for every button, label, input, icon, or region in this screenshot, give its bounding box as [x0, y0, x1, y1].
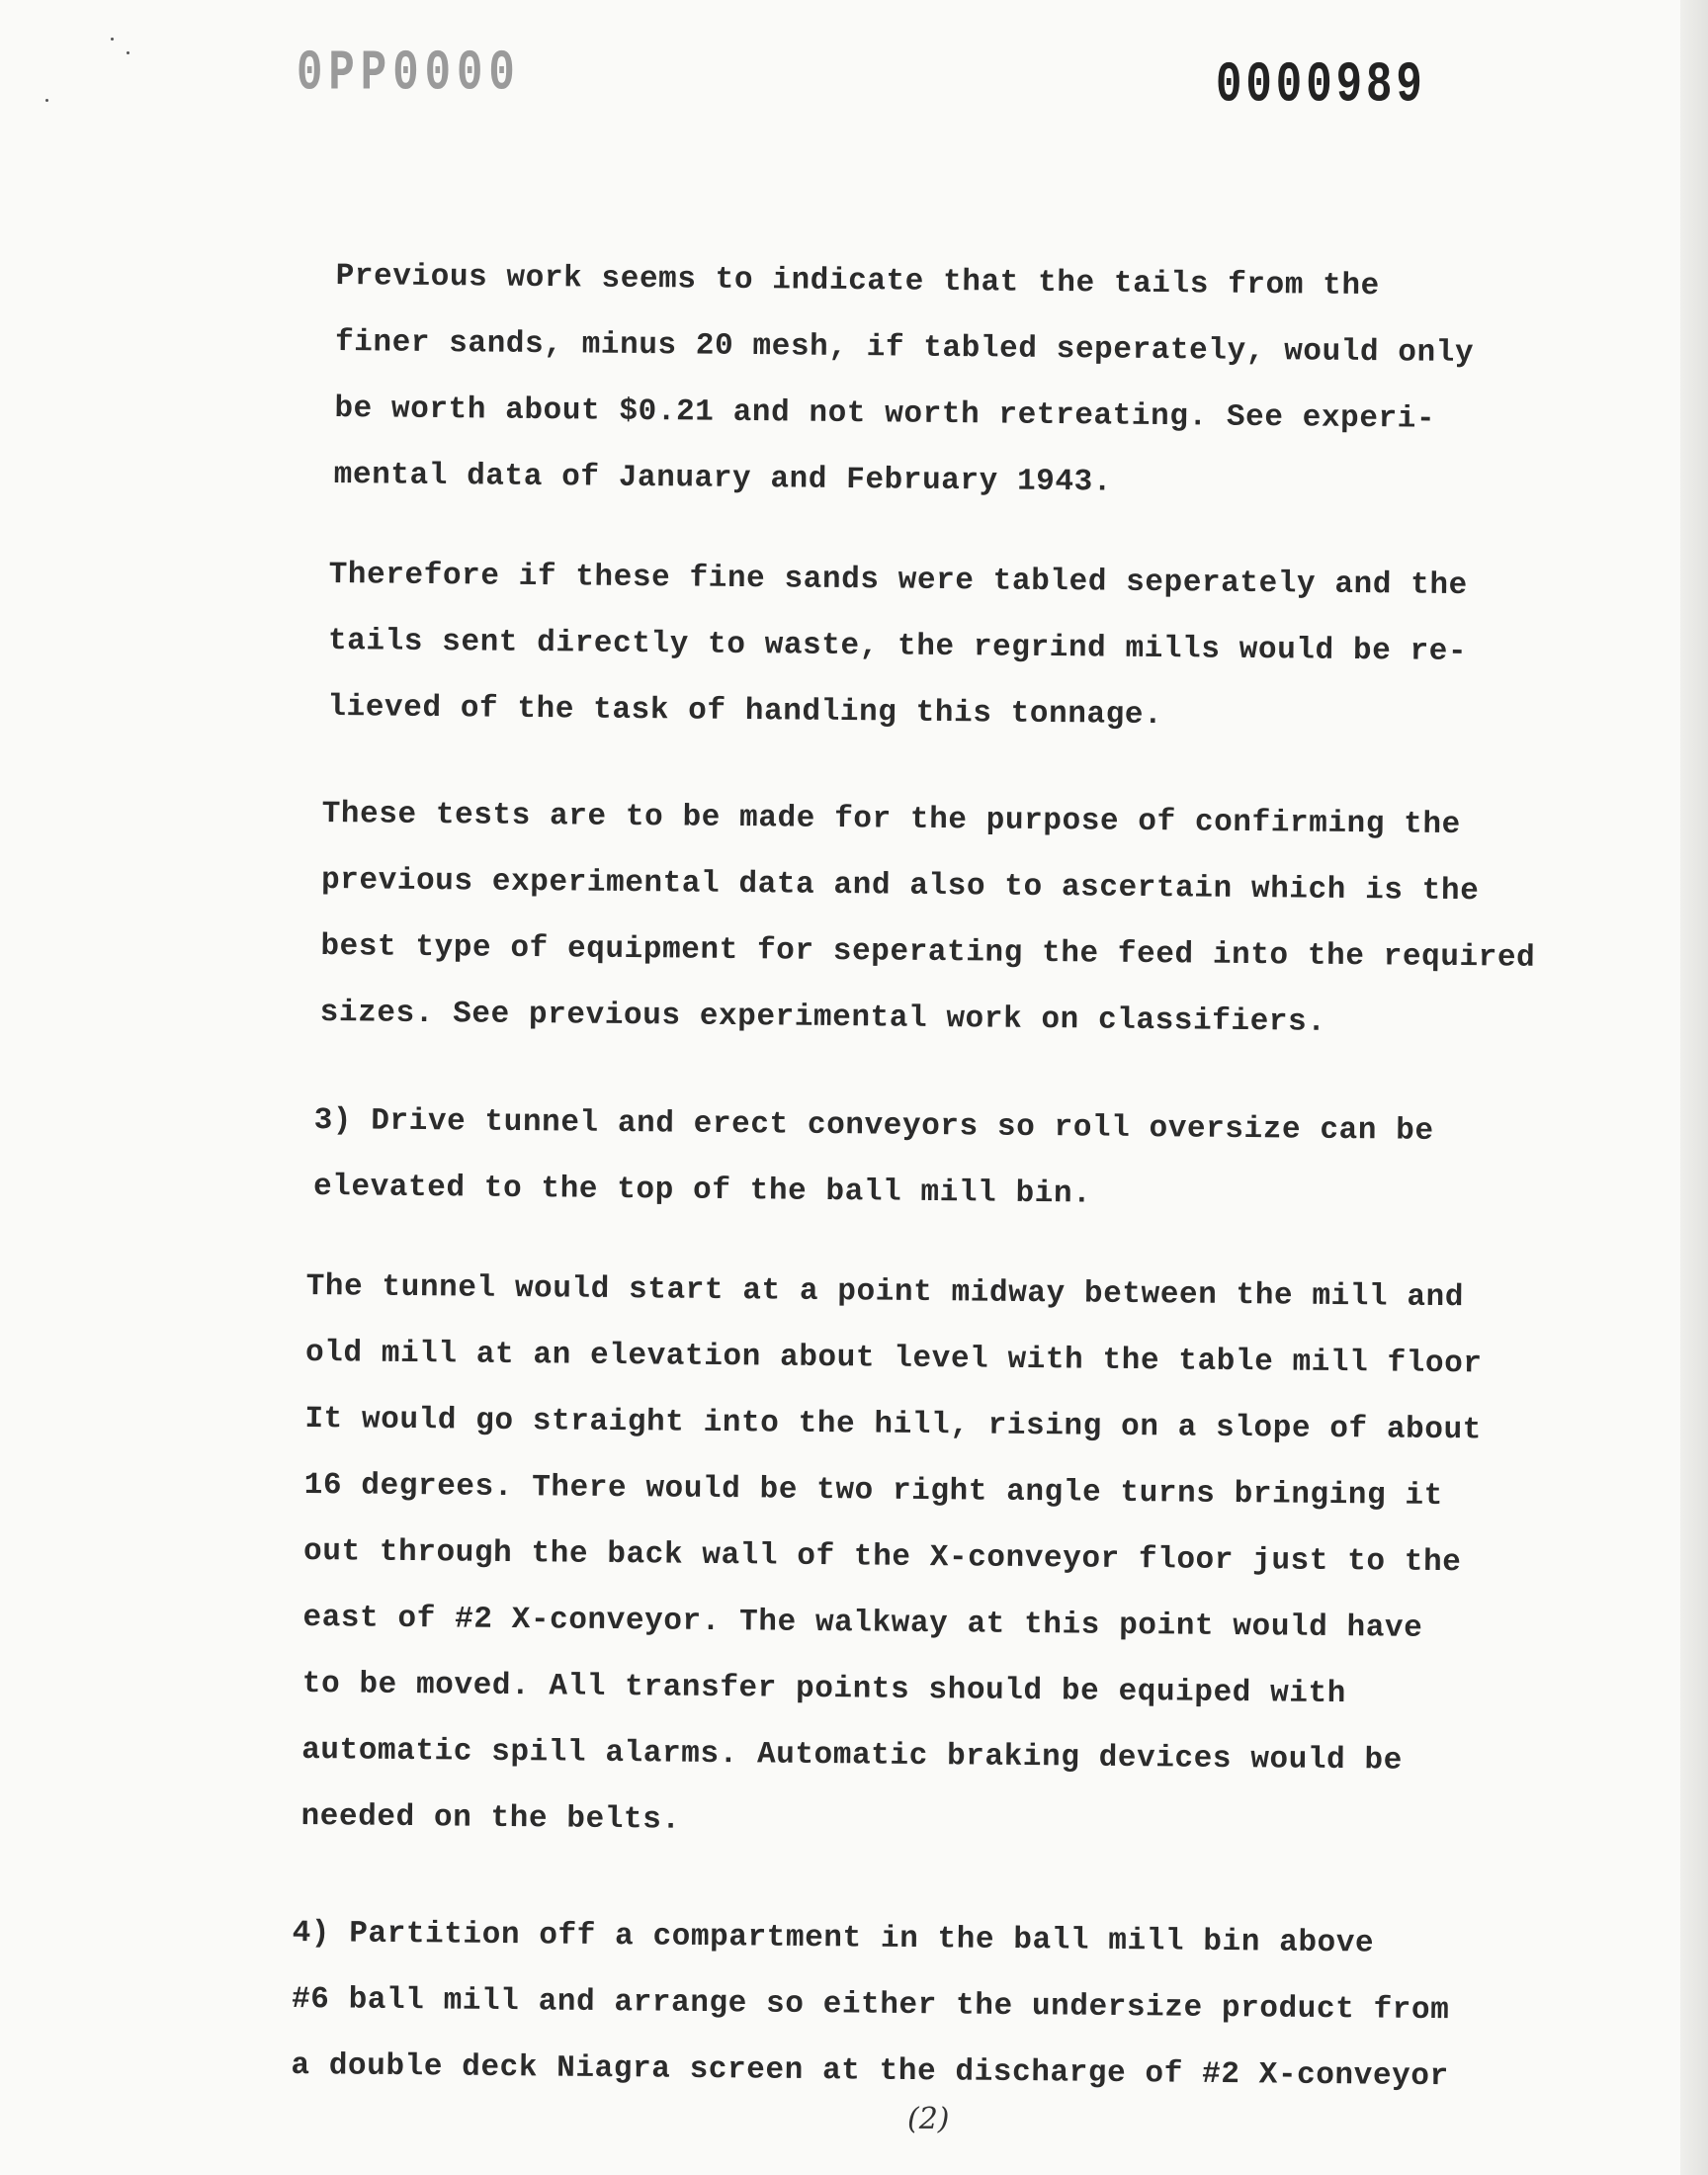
paragraph-item-3-tunnel: 3) Drive tunnel and erect conveyors so roll oversize can be elevated to the top of the ball mill bin.	[312, 1102, 1434, 1212]
scan-speck	[127, 51, 129, 54]
handwritten-page-number: (2)	[907, 2102, 950, 2136]
paragraph-tests-purpose: These tests are to be made for the purpose of confirming the previous experimental data and also to ascertain which is the best type of equipment for seperating the feed into the required sizes. See previous experimental work on classifiers.	[319, 796, 1536, 1040]
page-serial-number: 0000989	[1216, 53, 1426, 119]
scan-speck	[111, 38, 114, 41]
document-code-stamp: 0PP0000	[297, 42, 521, 107]
paragraph-previous-work: Previous work seems to indicate that the tails from the finer sands, minus 20 mesh, if tabled seperately, would only be worth about $0.21 and not worth retreating. See experi- mental data of January and February 1943.	[333, 258, 1475, 500]
paragraph-tunnel-details: The tunnel would start at a point midway between the mill and old mill at an elevation about level with the table mill floor It would go straight into the hill, rising on a slope of about 16 degrees. There would be two right angle turns bringing it out through the back wall of the X-conveyor floor just to the east of #2 X-conveyor. The walkway at this point would have to be moved. All transfer points should be equiped with automatic spill alarms. Automatic braking devices would be needed on the belts.	[300, 1268, 1483, 1838]
scan-speck	[45, 99, 48, 102]
paragraph-therefore: Therefore if these fine sands were tabled seperately and the tails sent directly to waste, the regrind mills would be re- lieved of the task of handling this tonnage.	[327, 557, 1468, 734]
paragraph-item-4-partition: 4) Partition off a compartment in the ball mill bin above #6 ball mill and arrange so either the undersize product from a double deck Niagra screen at the discharge of #2 X-conveyor	[291, 1915, 1450, 2095]
